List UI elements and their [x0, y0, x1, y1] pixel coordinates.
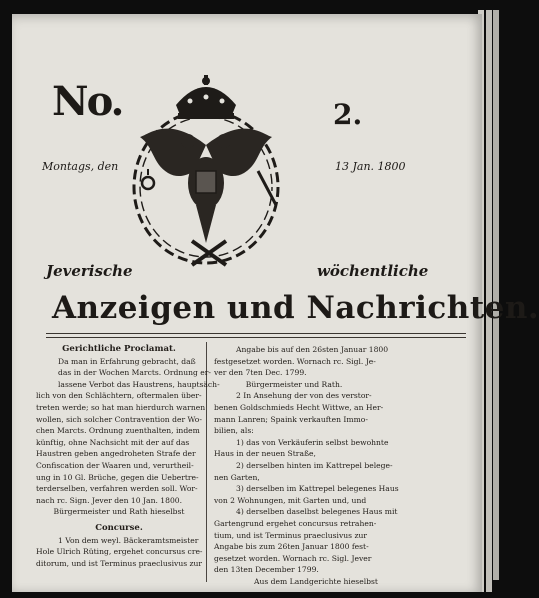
text-line: von 2 Wohnungen, mit Garten und, und [214, 495, 367, 505]
text-line: ver den 7ten Dec. 1799. [214, 368, 307, 378]
text-line: nach rc. Sign. Jever den 10 Jan. 1800. [36, 495, 183, 505]
text-line: gesetzet worden. Wornach rc. Sigl. Jever [214, 553, 372, 563]
text-line: ung in 10 Gl. Brüche, gegen die Uebertre- [36, 472, 199, 482]
text-line: terderselben, verfahren werden soll. Wor- [36, 484, 198, 494]
issue-number-label: No. [52, 78, 123, 125]
section-heading: Concurse. [95, 522, 143, 533]
text-line: treten werde; so hat man hierdurch warnen [36, 402, 206, 412]
left-column [36, 344, 220, 569]
issue-number: 2. [333, 98, 363, 131]
text-line: lich von den Schlächtern, oftermalen über- [36, 391, 202, 401]
subtitle-left: Jeverische [46, 262, 133, 280]
masthead-divider [46, 333, 466, 334]
text-line: ditorum, und ist Terminus praeclusivus zur [36, 558, 203, 568]
text-line: 1) das von Verkäuferin selbst bewohnte [236, 437, 389, 447]
text-line: Confiscation der Waaren und, verurtheil- [36, 460, 194, 470]
masthead-divider [46, 337, 466, 338]
subtitle-right: wöchentliche [317, 262, 429, 280]
newspaper-title: Anzeigen und Nachrichten. [52, 290, 539, 326]
text-line: benen Goldschmieds Hecht Wittwe, an Her- [214, 402, 384, 412]
text-line: Haus in der neuen Straße, [214, 449, 316, 459]
section-heading: Gerichtliche Proclamat. [62, 344, 176, 354]
text-line: chen Marcts. Ordnung zuenthalten, indem [36, 426, 200, 436]
date-prefix: Montags, den [42, 160, 119, 173]
text-line: das in der Wochen Marcts. Ordnung er- [58, 368, 211, 378]
text-line: Gartengrund ergehet concursus retrahen- [214, 518, 377, 528]
text-line: tium, und ist Terminus praeclusivus zur [214, 530, 367, 540]
text-line: bilien, als: [214, 426, 254, 436]
text-line: 2 In Ansehung der von des verstor- [236, 391, 372, 401]
text-line: den 13ten December 1799. [214, 565, 319, 575]
text-line: lassene Verbot das Haustrens, hauptsäch- [58, 379, 220, 389]
text-line: wollen, sich solcher Contravention der Wo- [36, 414, 202, 424]
signature: Aus dem Landgerichte hieselbst [254, 576, 378, 586]
issue-date: 13 Jan. 1800 [335, 160, 406, 173]
right-column [214, 344, 399, 587]
text-line: mann Lanren; Spaink verkauften Immo- [214, 414, 368, 424]
text-line: künftig, ohne Nachsicht mit der auf das [36, 437, 190, 447]
text-line: 1 Von dem weyl. Bäckeramtsmeister [58, 535, 199, 545]
text-line: 2) derselben hinten im Kattrepel belege- [236, 460, 393, 470]
signature: Bürgermeister und Rath. [245, 379, 343, 389]
signature: Bürgermeister und Rath hieselbst [53, 507, 185, 517]
text-line: Angabe bis auf den 26sten Januar 1800 [236, 345, 389, 354]
eagle-emblem-icon [108, 75, 308, 265]
text-line: Da man in Erfahrung gebracht, daß [58, 356, 196, 366]
text-line: 3) derselben im Kattrepel belegenes Haus [236, 484, 399, 494]
text-line: Hole Ulrich Rüting, ergehet concursus cre- [36, 547, 203, 557]
text-line: Haustren geben angedroheten Strafe der [36, 449, 196, 459]
text-line: nen Garten, [214, 472, 260, 482]
text-line: 4) derselben daselbst belegenes Haus mit [236, 507, 398, 517]
text-line: festgesetzet worden. Wornach rc. Sigl. Je- [214, 356, 376, 366]
text-line: Angabe bis zum 26ten Januar 1800 fest- [214, 542, 369, 552]
